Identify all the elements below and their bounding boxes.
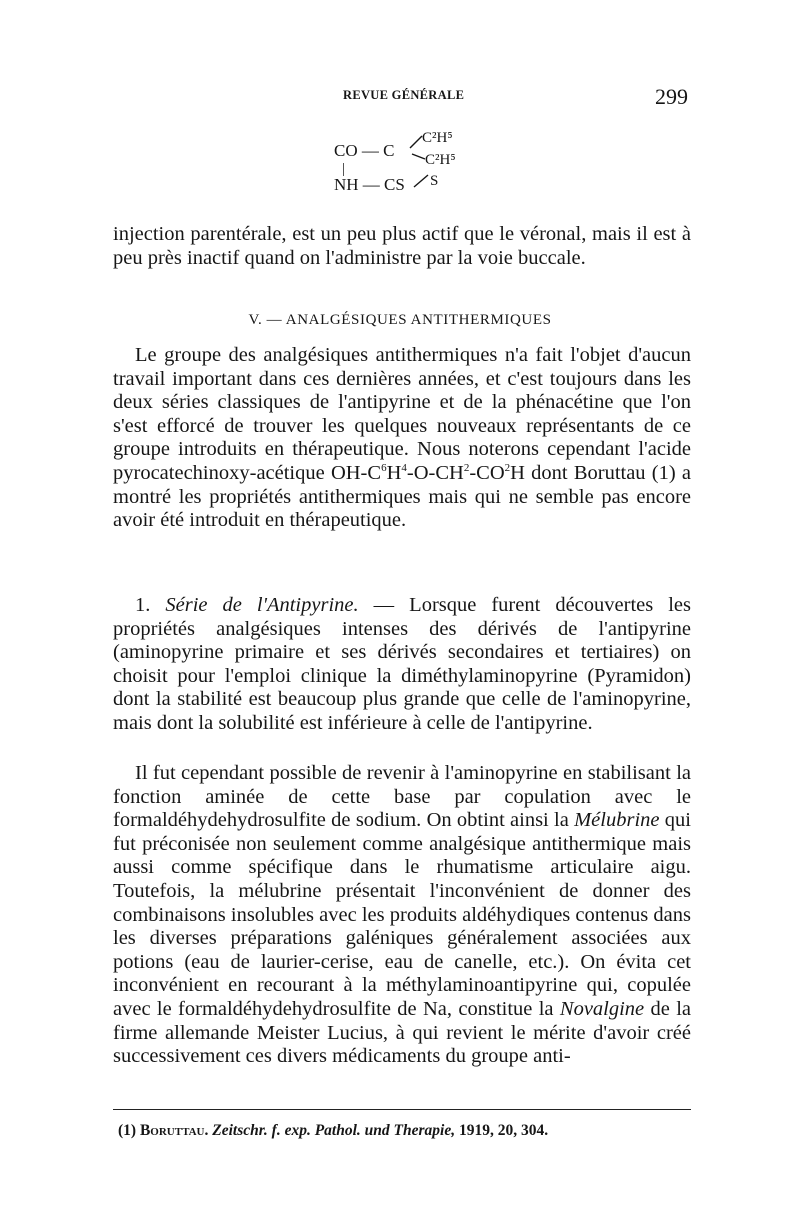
footnote (118, 1122, 548, 1140)
formula-sulfur: S (430, 173, 439, 189)
drug-name-novalgine: Novalgine (559, 997, 645, 1020)
paragraph-continuation (113, 223, 691, 270)
formula-bond-lower (414, 175, 428, 187)
page-header (0, 84, 800, 108)
formula-bond-middle (412, 154, 425, 159)
formula-ethyl-top: C²H⁵ (422, 130, 453, 146)
paragraph-melubrine (113, 762, 691, 1069)
paragraph-antipyrine-series (113, 594, 691, 736)
footnote-divider (113, 1109, 691, 1110)
subsection-title: Série de l'Antipyrine. (165, 594, 359, 616)
paragraph-text: injection parentérale, est un peu plus actif que le véronal, mais il est à peu près inactif quand on l'administre par la voie buccale. (113, 223, 691, 269)
subsection-number: 1. (135, 594, 151, 616)
footnote-details: 1919, 20, 304. (458, 1122, 549, 1139)
formula-nh: NH — CS (334, 175, 405, 194)
footnote-author: Boruttau. (139, 1122, 209, 1139)
paragraph-text: 1. Série de l'Antipyrine. — Lorsque furent découvertes les propriétés analgésiques intenses des dérivés de l'antipyrine (aminopyrine primaire et ses dérivés secondaires et tertiaires) on choisit pour l'emploi clinique la diméthylaminopyrine (Pyramidon) dont la stabilité est beaucoup plus grande que celle de l'aminopyrine, mais dont la solubilité est inférieure à celle de l'antipyrine. (113, 594, 691, 734)
page-number: 299 (655, 84, 688, 109)
paragraph-analgesics (113, 344, 691, 533)
running-title: REVUE GÉNÉRALE (343, 88, 465, 102)
drug-name-melubrine: Mélubrine (574, 809, 660, 832)
formula-co: CO — C (334, 141, 395, 160)
paragraph-text: Il fut cependant possible de revenir à l'aminopyrine en stabilisant la fonction aminée de cette base par copulation avec le formaldéhydehydrosulfite de sodium. On obtint ainsi la Mélubrine qui fut préconisée non seulement comme analgésique antithermique mais aussi comme spécifique dans le rhumatisme articulaire aigu. Toutefois, la mélubrine présentait l'inconvénient de donner des combinaisons insolubles avec les produits aldéhydiques contenus dans les diverses préparations galéniques généralement associées aux potions (eau de laurier-cerise, eau de canelle, etc.). On évita cet inconvénient en recourant à la méthylaminoantipyrine qui, copulée avec le formaldéhydehydrosulfite de Na, constitue la Novalgine de la firme allemande Meister Lucius, à qui revient le mérite d'avoir créé successivement ces divers médicaments du groupe anti- (113, 762, 691, 1068)
formula-ethyl-bottom: C²H⁵ (425, 152, 456, 168)
formula-bond-upper (410, 136, 422, 148)
footnote-journal: Zeitschr. f. exp. Pathol. und Therapie, (212, 1122, 456, 1139)
paragraph-text: Le groupe des analgésiques antithermiques n'a fait l'objet d'aucun travail important dans ces dernières années, et c'est toujours dans les deux séries classiques de l'antipyrine et de la phénacétine que l'on s'est efforcé de trouver les quelques nouveaux représentants de ce groupe introduits en thérapeutique. Nous noterons cependant l'acide pyrocatechinoxy-acétique $OH-C^6H^4-O-CH^2-CO^2H$ dont Boruttau (1) a montré les propriétés antithermiques mais qui ne semble pas encore avoir été introduit en thérapeutique. (113, 344, 691, 532)
section-heading: V. — ANALGÉSIQUES ANTITHERMIQUES (248, 312, 552, 328)
footnote-marker: (1) (118, 1122, 137, 1139)
chemical-formula (330, 124, 490, 200)
formula-bond: | (342, 161, 346, 177)
